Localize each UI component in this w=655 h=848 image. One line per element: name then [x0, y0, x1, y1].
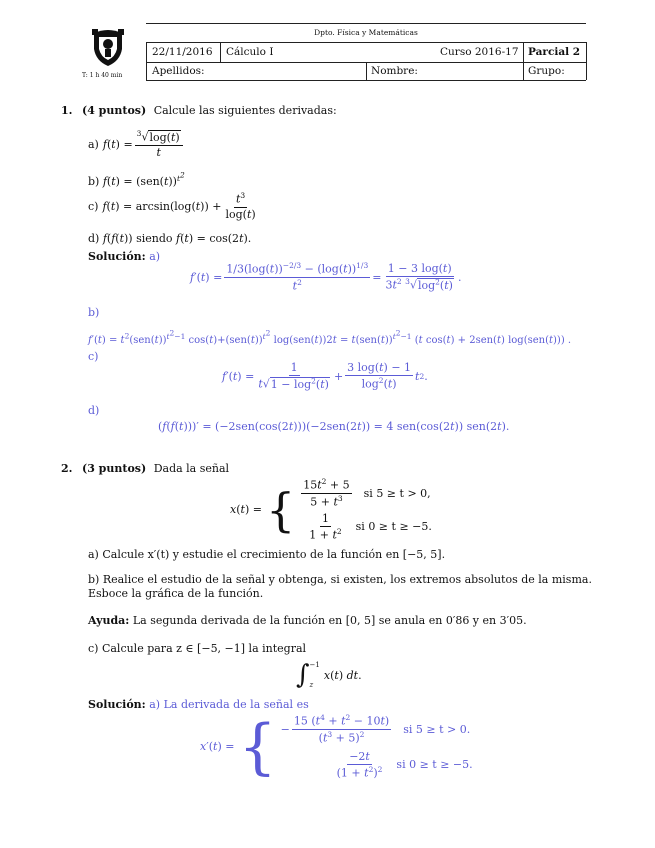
q2-help	[88, 614, 527, 627]
q2-part-a: a) Calcule x′(t) y estudie el crecimiento de la función en [−5, 5].	[88, 548, 446, 561]
q1-d-label: d)	[88, 232, 100, 245]
q1-solution-header	[88, 250, 160, 263]
q1-sol-b-label: b)	[88, 306, 100, 319]
exam-date: 22/11/2016	[152, 46, 213, 58]
q1-number: 1.	[61, 104, 73, 117]
q2-condition-2: si 0 ≥ t ≥ −5.	[355, 520, 432, 534]
group-field[interactable]: Grupo:	[528, 65, 565, 77]
q1-sol-c-formula: f ′( t ) = $\frac{1}{t√1 - \log^2(t)}$ + $\frac{3 \log(t) - 1}{\log^2(t)}$ t 2 .	[222, 361, 428, 391]
q1-heading	[61, 104, 337, 117]
q1-sol-b-formula: $f'(t) = t^2(sen(t))^{t^2-1}$ $\cos(t)+(sen(t))^{t^2}$ $\log(sen(t))2t = t(sen(t))^{t^2-1}$ (t cos(t) + 2sen(t) log(sen(t))) .	[88, 328, 572, 346]
q1-a-label: a)	[88, 137, 99, 151]
course-year: Curso 2016-17	[440, 46, 519, 58]
q1-b-label: b)	[88, 175, 100, 189]
q2-integral: ∫ −1 z x(t) dt.	[296, 660, 362, 690]
q2-statement: Dada la señal	[153, 462, 230, 475]
q2-solution-label: Solución:	[88, 698, 146, 711]
q2-help-label: Ayuda:	[88, 614, 130, 627]
q2-sol-a-text: a) La derivada de la señal es	[149, 698, 309, 711]
q2-help-text: La segunda derivada de la función en [0, 5] se anula en 0′86 y en 3′05.	[132, 614, 527, 627]
q1-c-label: c)	[88, 199, 99, 213]
header-divider	[220, 42, 221, 62]
header-rule-1	[146, 42, 586, 43]
university-crest-logo	[90, 27, 126, 67]
q1-statement: Calcule las siguientes derivadas:	[153, 104, 337, 117]
q1-item-d: d) f(f(t)) siendo f(t) = cos(2t).	[88, 232, 252, 245]
exam-title: Parcial 2	[528, 46, 581, 58]
header-divider	[523, 42, 524, 80]
q2-sol-condition-2: si 0 ≥ t ≥ −5.	[396, 758, 473, 772]
q2-heading	[61, 462, 229, 475]
surname-field[interactable]: Apellidos:	[152, 65, 205, 77]
header-left-border	[146, 42, 147, 80]
q1-sol-c-label: c)	[88, 350, 99, 363]
q2-signal-definition: x(t) = { $\frac{15t^2 + 5}{5 + t^3}$ si 5 ≥ t > 0, $\frac{1}{1 + t^2}$ si 0 ≥ t ≥ −5.	[230, 477, 432, 542]
header-right-border	[586, 42, 587, 80]
q1-sol-d-label: d)	[88, 404, 100, 417]
q2-points: (3 puntos)	[81, 462, 147, 475]
q1-item-c: c) f(t) = arcsin(log(t)) + $\frac{t^3}{\log(t)}$	[88, 191, 256, 221]
q1-item-a: a) f ( t ) = $\frac{^3√\log(t)}{t}$	[88, 130, 185, 159]
q1-points: (4 puntos)	[81, 104, 147, 117]
department-name: Dpto. Física y Matemáticas	[314, 28, 418, 37]
q1-sol-a-label: a)	[149, 250, 161, 263]
subject-name: Cálculo I	[226, 46, 274, 58]
q1-item-b: b) $f(t) = (sen(t))^{t^2}$	[88, 170, 185, 189]
q1-a-fraction: $\frac{^3√\log(t)}{t}$	[135, 130, 183, 159]
q1-sol-a-formula: f ′( t ) = $\frac{1/3(\log(t))^{-2/3} - (\log(t))^{1/3}}{t^2}$ = $\frac{1 - 3 \log(t)}{3t^2 ^3√\log^2(t)}$ .	[190, 261, 462, 293]
q2-solution-header	[88, 698, 309, 711]
header-top-rule	[146, 23, 586, 24]
q1-d-text: siendo	[136, 232, 173, 245]
q1-sol-d-formula: (f(f(t)))′ = (−2sen(cos(2t)))(−2sen(2t)) = 4 sen(cos(2t)) sen(2t).	[158, 420, 510, 433]
q2-number: 2.	[61, 462, 73, 475]
q2-part-b-line2: Esboce la gráfica de la función.	[88, 587, 264, 600]
q2-derivative: x′(t) = { − $\frac{15 (t^4 + t^2 - 10t)}{(t^3 + 5)^2}$ si 5 ≥ t > 0. $\frac{-2t}{(1 + t^2)^2}$ si 0 ≥ t ≥ −5.	[200, 711, 473, 782]
name-field[interactable]: Nombre:	[371, 65, 418, 77]
q2-sol-condition-1: si 5 ≥ t > 0.	[403, 722, 471, 736]
q2-part-b-line1: b) Realice el estudio de la señal y obtenga, si existen, los extremos absolutos de la misma.	[88, 573, 592, 586]
q2-part-c: c) Calcule para z ∈ [−5, −1] la integral	[88, 642, 307, 655]
header-divider	[366, 62, 367, 80]
q1-solution-label: Solución:	[88, 250, 146, 263]
header-rule-3	[146, 80, 586, 81]
q2-condition-1: si 5 ≥ t > 0,	[363, 486, 431, 500]
exam-duration: T: 1 h 40 min	[82, 72, 123, 79]
